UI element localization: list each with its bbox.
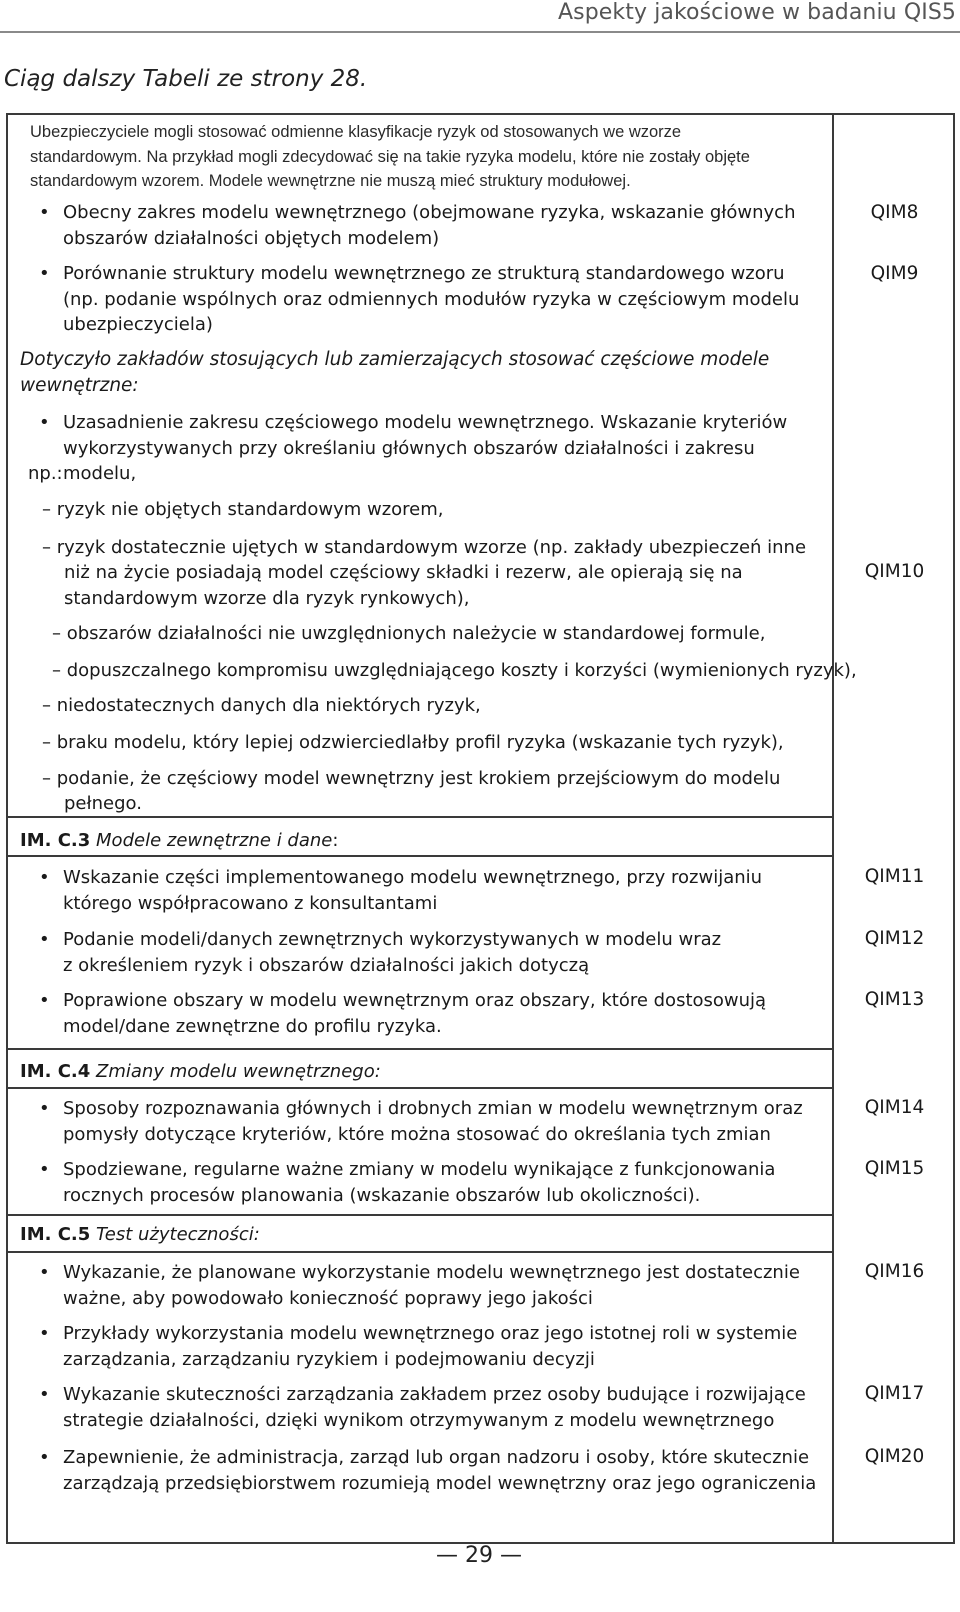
item-line: Sposoby rozpoznawania głównych i drobnych zmian w modelu wewnętrznym oraz [63, 1098, 803, 1119]
item-line: Wykazanie skuteczności zarządzania zakładem przez osoby budujące i rozwijające [63, 1384, 806, 1405]
section-number: IM. C.4 [20, 1061, 91, 1082]
qim-code: QIM20 [864, 1446, 925, 1467]
section-heading-c5 [20, 1222, 260, 1248]
item-line: wykorzystywanych przy określaniu głównych obszarów działalności i zakresu modelu, [63, 437, 755, 484]
dash-text: niedostatecznych danych dla niektórych ryzyk, [56, 695, 481, 716]
heading-line: Dotyczyło zakładów stosujących lub zamierzających stosować częściowe modele [20, 349, 770, 370]
item-line: zarządzania, zarządzaniu ryzykiem i podejmowaniu decyzji [63, 1348, 595, 1370]
running-header: Aspekty jakościowe w badaniu QIS5 [558, 0, 956, 25]
list-item [63, 261, 823, 338]
row-divider [8, 1214, 832, 1216]
dash-text: dopuszczalnego kompromisu uwzględniającego koszty i korzyści (wymienionych ryzyk), [66, 660, 857, 681]
item-line: Porównanie struktury modelu wewnętrznego ze strukturą standardowego wzoru [63, 263, 785, 284]
dash-text: standardowym wzorze dla ryzyk rynkowych), [64, 588, 470, 609]
section-number: IM. C.3 [20, 830, 91, 851]
bullet-icon: • [39, 202, 50, 223]
item-line: Zapewnienie, że administracja, zarząd lub organ nadzoru i osoby, które skutecznie [63, 1447, 810, 1468]
dash-text: obszarów działalności nie uwzględnionych należycie w standardowej formule, [66, 623, 766, 644]
qim-code: QIM15 [864, 1158, 925, 1179]
list-item [63, 1445, 823, 1496]
row-divider [8, 816, 832, 818]
bullet-icon: • [39, 929, 50, 950]
dash-item: – podanie, że częściowy model wewnętrzny jest krokiem przejściowym do modelu [42, 768, 781, 789]
item-line: rocznych procesów planowania (wskazanie obszarów lub okoliczności). [63, 1184, 701, 1206]
item-line: Przykłady wykorzystania modelu wewnętrznego oraz jego istotnej roli w systemie [63, 1323, 798, 1344]
partial-models-heading [20, 347, 769, 399]
row-divider [8, 1087, 832, 1089]
section-number: IM. C.5 [20, 1224, 91, 1245]
dash-text: ryzyk nie objętych standardowym wzorem, [56, 499, 444, 520]
section-heading-c3 [20, 828, 338, 854]
bullet-icon: • [39, 1447, 50, 1468]
list-item [63, 1382, 823, 1433]
item-line: ubezpieczyciela) [63, 314, 213, 335]
qim-code: QIM12 [864, 928, 925, 949]
item-line: zarządzają przedsiębiorstwem rozumieją model wewnętrzny oraz jego ograniczenia [63, 1472, 817, 1494]
header-rule [0, 31, 960, 33]
list-item [63, 988, 823, 1039]
bullet-icon: • [39, 1323, 50, 1344]
continuation-note: Ciąg dalszy Tabeli ze strony 28. [4, 66, 368, 92]
section-title: Zmiany modelu wewnętrznego: [96, 1061, 381, 1082]
section-heading-c4 [20, 1059, 381, 1085]
item-line: ważne, aby powodowało konieczność poprawy jego jakości [63, 1287, 593, 1309]
qim-code: QIM16 [864, 1261, 925, 1282]
dash-item: – braku modelu, który lepiej odzwierciedlałby profil ryzyka (wskazanie tych ryzyk), [42, 732, 784, 753]
qim-code: QIM8 [870, 202, 919, 223]
dash-item: – obszarów działalności nie uwzględnionych należycie w standardowej formule, [52, 623, 766, 644]
bullet-icon: • [39, 867, 50, 888]
item-line: Spodziewane, regularne ważne zmiany w modelu wynikające z funkcjonowania [63, 1159, 776, 1180]
item-line: pomysły dotyczące kryteriów, które można stosować do określania tych zmian [63, 1123, 771, 1145]
list-item [63, 1096, 823, 1147]
qim-code: QIM10 [864, 561, 925, 582]
dash-text: braku modelu, który lepiej odzwierciedlałby profil ryzyka (wskazanie tych ryzyk), [56, 732, 784, 753]
item-line: model/dane zewnętrzne do profilu ryzyka. [63, 1015, 442, 1037]
qim-code: QIM14 [864, 1097, 925, 1118]
bullet-icon: • [39, 263, 50, 284]
bullet-icon: • [39, 990, 50, 1011]
column-divider [832, 115, 834, 1542]
intro-line: Ubezpieczyciele mogli stosować odmienne klasyfikacje ryzyk od stosowanych we wzorze [30, 123, 682, 141]
dash-item: – niedostatecznych danych dla niektórych ryzyk, [42, 695, 481, 716]
list-item [63, 1260, 823, 1311]
bullet-icon: • [39, 412, 50, 433]
item-line: z określeniem ryzyk i obszarów działalności jakich dotyczą [63, 954, 590, 976]
item-line: strategie działalności, dzięki wynikom otrzymywanym z modelu wewnętrznego [63, 1409, 775, 1431]
dash-text: niż na życie posiadają model częściowy składki i rezerw, ale opierają się na [64, 562, 743, 583]
dash-text: podanie, że częściowy model wewnętrzny jest krokiem przejściowym do modelu [56, 768, 781, 789]
row-divider [8, 1048, 832, 1050]
item-line: (np. podanie wspólnych oraz odmiennych modułów ryzyka w częściowym modelu [63, 288, 800, 310]
list-item [63, 410, 823, 487]
list-item [63, 1157, 823, 1208]
qim-code: QIM17 [864, 1383, 925, 1404]
qim-code: QIM11 [864, 866, 925, 887]
item-line: którego współpracowano z konsultantami [63, 892, 438, 914]
dash-text: pełnego. [64, 793, 142, 814]
list-item [63, 927, 823, 978]
dash-item: – ryzyk dostatecznie ujętych w standardowym wzorze (np. zakłady ubezpieczeń inne [42, 537, 807, 558]
list-item [63, 865, 823, 916]
bullet-icon: • [39, 1098, 50, 1119]
item-line: np.: [28, 463, 63, 484]
bullet-icon: • [39, 1262, 50, 1283]
section-title: Modele zewnętrzne i dane [96, 830, 333, 851]
heading-line: wewnętrzne: [20, 375, 139, 396]
intro-line: standardowym. Na przykład mogli zdecydować się na takie ryzyka modelu, które nie zostały objęte [30, 147, 750, 166]
list-item [63, 1321, 823, 1372]
dash-text: ryzyk dostatecznie ujętych w standardowym wzorze (np. zakłady ubezpieczeń inne [56, 537, 807, 558]
bullet-icon: • [39, 1159, 50, 1180]
requirements-table [6, 113, 955, 1544]
item-line: Wskazanie części implementowanego modelu wewnętrznego, przy rozwijaniu [63, 867, 763, 888]
item-line: Uzasadnienie zakresu częściowego modelu wewnętrznego. Wskazanie kryteriów [63, 412, 788, 433]
page-number: — 29 — [436, 1543, 522, 1568]
item-line: Podanie modeli/danych zewnętrznych wykorzystywanych w modelu wraz [63, 929, 722, 950]
item-line: Obecny zakres modelu wewnętrznego (obejmowane ryzyka, wskazanie głównych [63, 202, 796, 223]
dash-item: – dopuszczalnego kompromisu uwzględniającego koszty i korzyści (wymienionych ryzyk), [52, 660, 857, 681]
row-divider [8, 855, 832, 857]
item-line: Poprawione obszary w modelu wewnętrznym oraz obszary, które dostosowują [63, 990, 767, 1011]
row-divider [8, 1251, 832, 1253]
qim-code: QIM13 [864, 989, 925, 1010]
section-suffix: : [332, 830, 339, 851]
qim-code: QIM9 [870, 263, 919, 284]
item-line: Wykazanie, że planowane wykorzystanie modelu wewnętrznego jest dostatecznie [63, 1262, 800, 1283]
intro-paragraph [30, 120, 820, 194]
intro-line: standardowym wzorem. Modele wewnętrzne nie muszą mieć struktury modułowej. [30, 172, 631, 190]
section-title: Test użyteczności: [96, 1224, 260, 1245]
dash-item: – ryzyk nie objętych standardowym wzorem, [42, 499, 444, 520]
list-item [63, 200, 823, 251]
item-line: obszarów działalności objętych modelem) [63, 227, 440, 249]
bullet-icon: • [39, 1384, 50, 1405]
